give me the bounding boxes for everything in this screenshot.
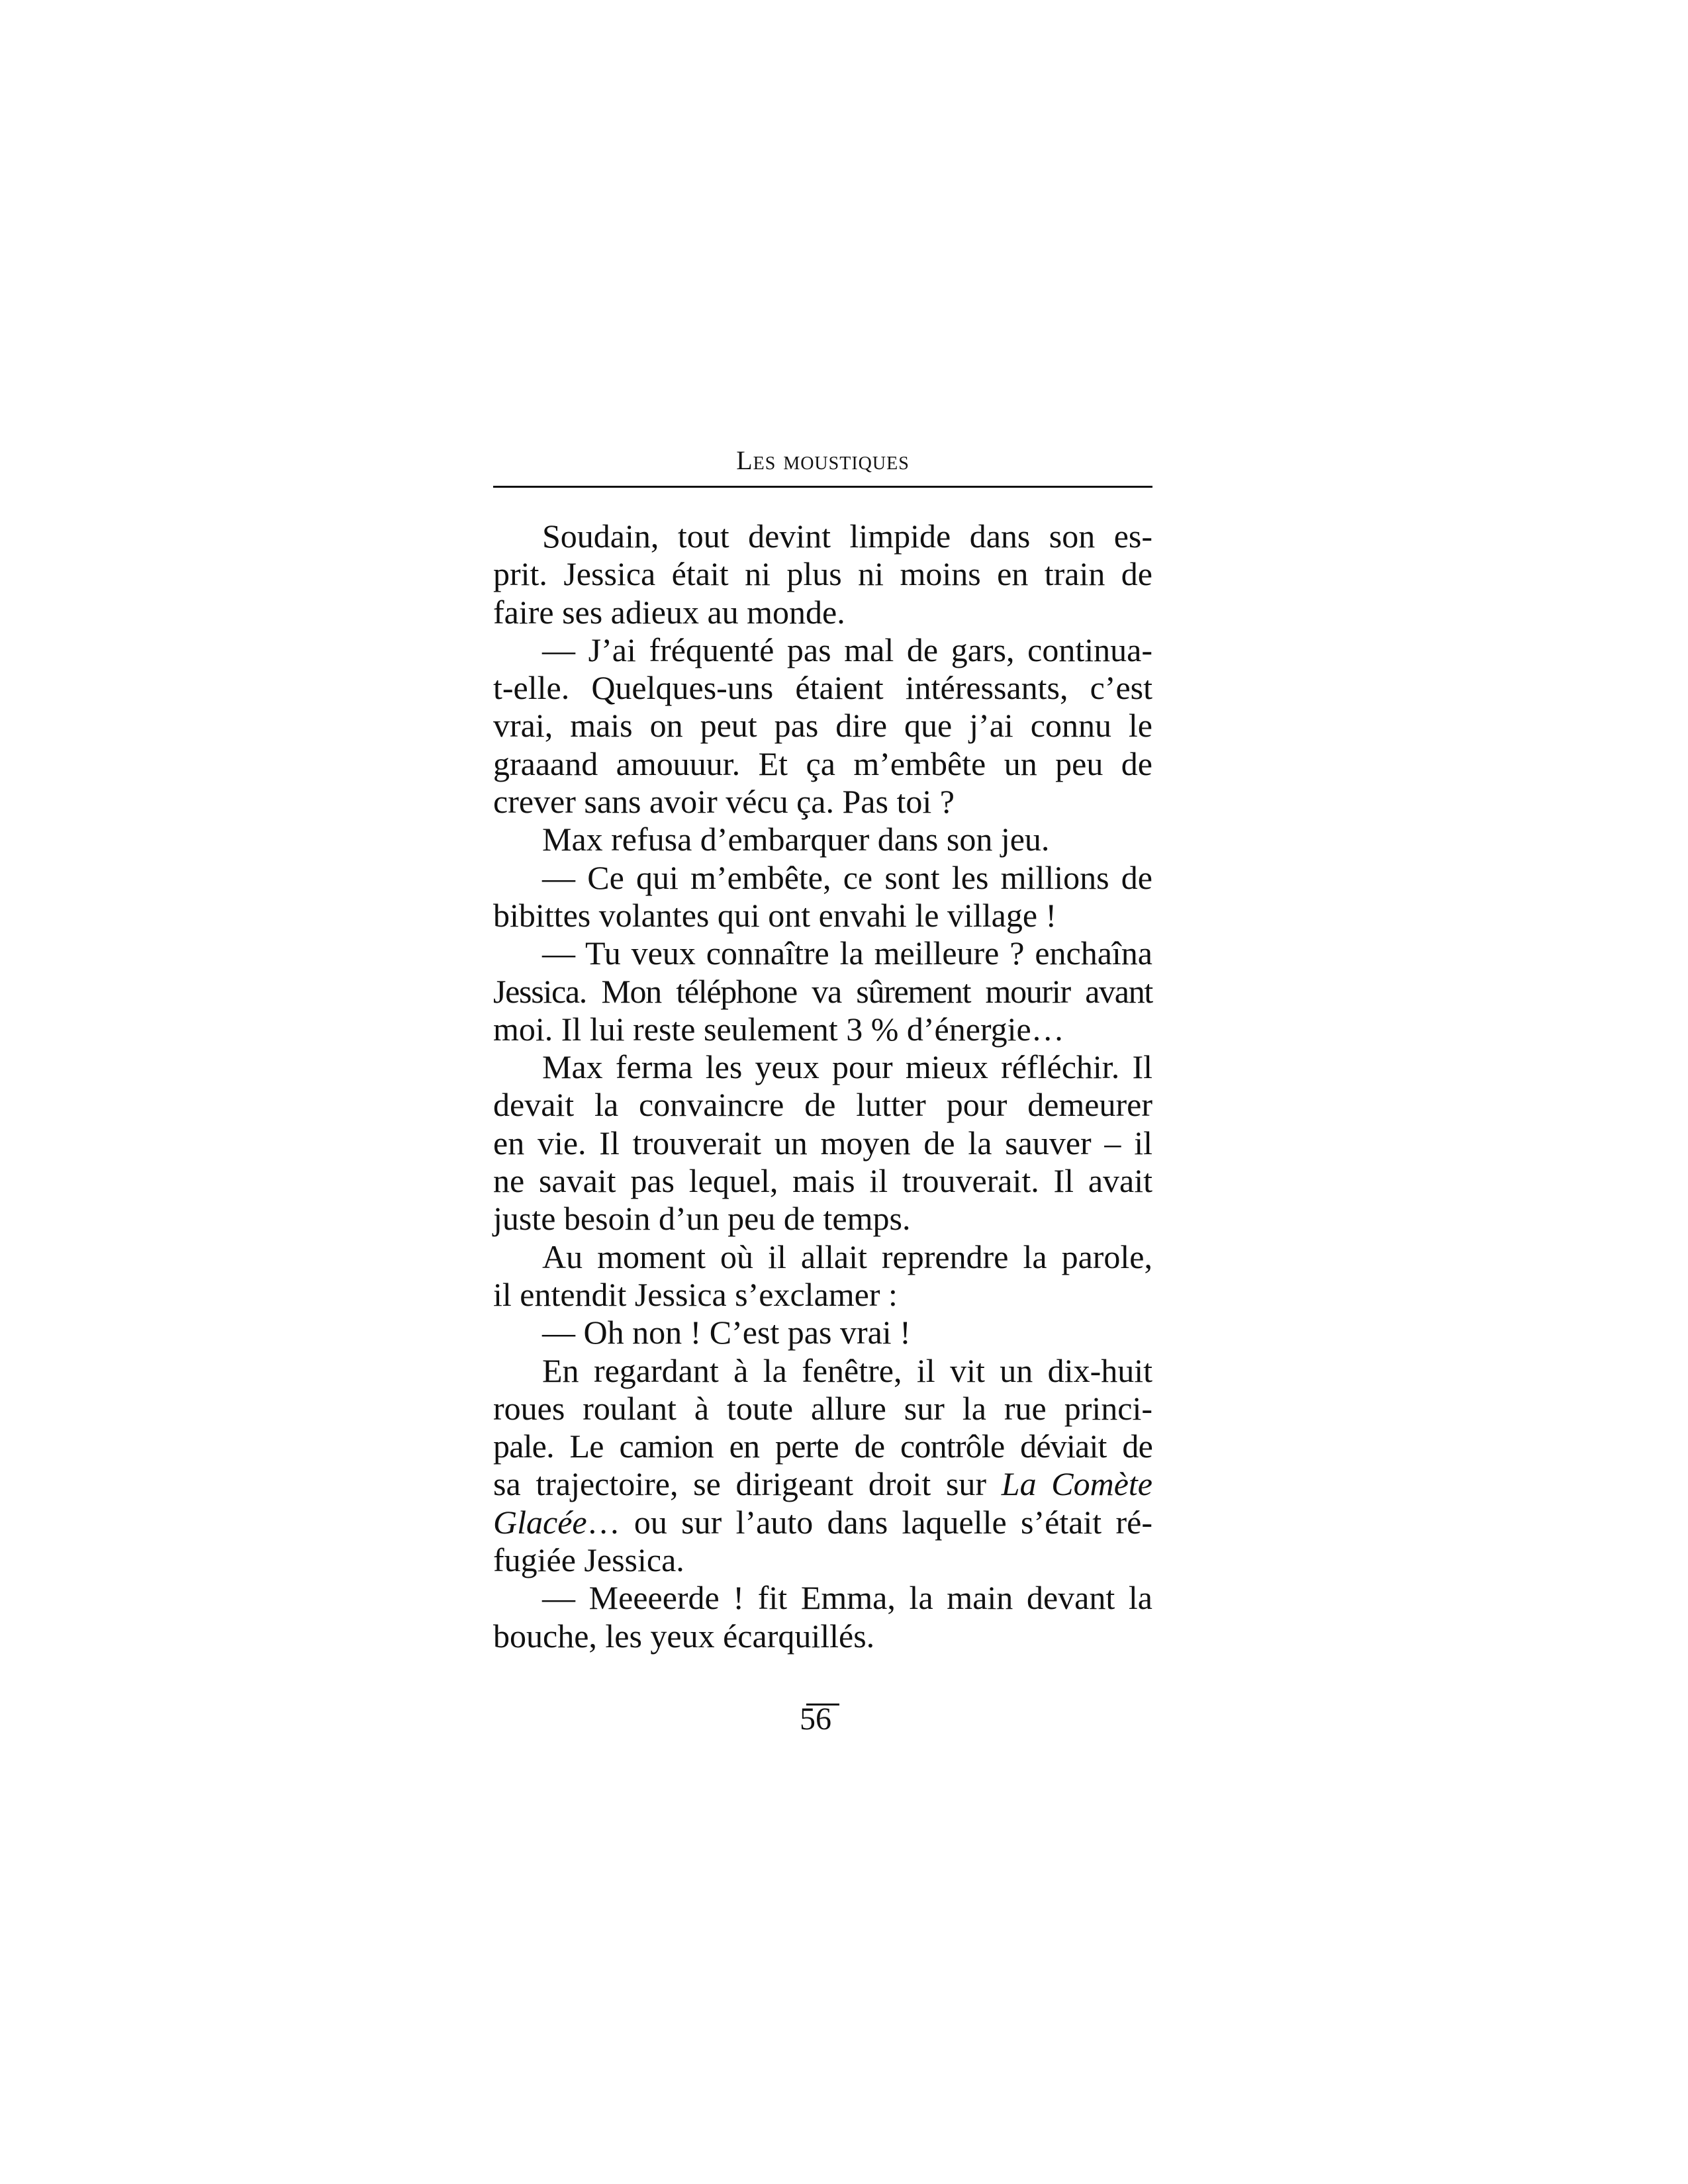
running-header-title: Les moustiques: [736, 445, 910, 475]
text-line: — Ce qui m’embête, ce sont les millions de: [542, 858, 1152, 896]
text-line: graaand amouuur. Et ça m’embête un peu de: [493, 745, 1152, 782]
text-line: En regardant à la fenêtre, il vit un dix-huit: [542, 1351, 1152, 1389]
body-text: [493, 518, 1152, 1655]
text-line: Jessica. Mon téléphone va sûrement mourir avant: [493, 972, 1152, 1010]
text-line: Max ferma les yeux pour mieux réfléchir. Il: [542, 1048, 1152, 1086]
text-line: [493, 1465, 1152, 1503]
text-segment: sa trajectoire, se dirigeant droit sur: [493, 1465, 1002, 1503]
text-line: prit. Jessica était ni plus ni moins en train de: [493, 555, 1152, 593]
text-line: pale. Le camion en perte de contrôle déviait de: [493, 1428, 1152, 1465]
text-line: — Oh non ! C’est pas vrai !: [542, 1314, 911, 1351]
text-line: crever sans avoir vécu ça. Pas toi ?: [493, 783, 955, 821]
header-rule: [493, 486, 1152, 488]
text-line: en vie. Il trouverait un moyen de la sauver – il: [493, 1124, 1152, 1161]
running-header: [493, 442, 1152, 479]
text-line: bouche, les yeux écarquillés.: [493, 1617, 875, 1655]
text-line: vrai, mais on peut pas dire que j’ai connu le: [493, 707, 1152, 745]
text-line: juste besoin d’un peu de temps.: [493, 1200, 911, 1238]
text-line: roues roulant à toute allure sur la rue princi-: [493, 1389, 1152, 1427]
text-line: Soudain, tout devint limpide dans son es-: [542, 518, 1152, 555]
text-line: — Meeeerde ! fit Emma, la main devant la: [542, 1579, 1152, 1617]
text-line: — J’ai fréquenté pas mal de gars, continua-: [542, 631, 1152, 668]
text-line: [493, 1504, 1152, 1541]
italic-title: La Comète: [1001, 1465, 1152, 1503]
text-line: fugiée Jessica.: [493, 1541, 684, 1579]
text-line: Au moment où il allait reprendre la parole,: [542, 1238, 1152, 1275]
page-number: 56: [800, 1702, 831, 1737]
text-line: moi. Il lui reste seulement 3 % d’énergie…: [493, 1010, 1064, 1048]
text-line: devait la convaincre de lutter pour demeurer: [493, 1086, 1152, 1124]
text-line: il entendit Jessica s’exclamer :: [493, 1275, 898, 1313]
text-line: Max refusa d’embarquer dans son jeu.: [542, 821, 1050, 858]
text-line: — Tu veux connaître la meilleure ? enchaîna: [542, 934, 1152, 972]
text-line: bibittes volantes qui ont envahi le village !: [493, 896, 1057, 934]
text-line: ne savait pas lequel, mais il trouverait. Il avait: [493, 1162, 1152, 1200]
text-segment: … ou sur l’auto dans laquelle s’était ré-: [586, 1503, 1152, 1541]
text-line: faire ses adieux au monde.: [493, 593, 845, 631]
text-line: t-elle. Quelques-uns étaient intéressants, c’est: [493, 669, 1152, 707]
italic-title: Glacée: [493, 1503, 587, 1541]
